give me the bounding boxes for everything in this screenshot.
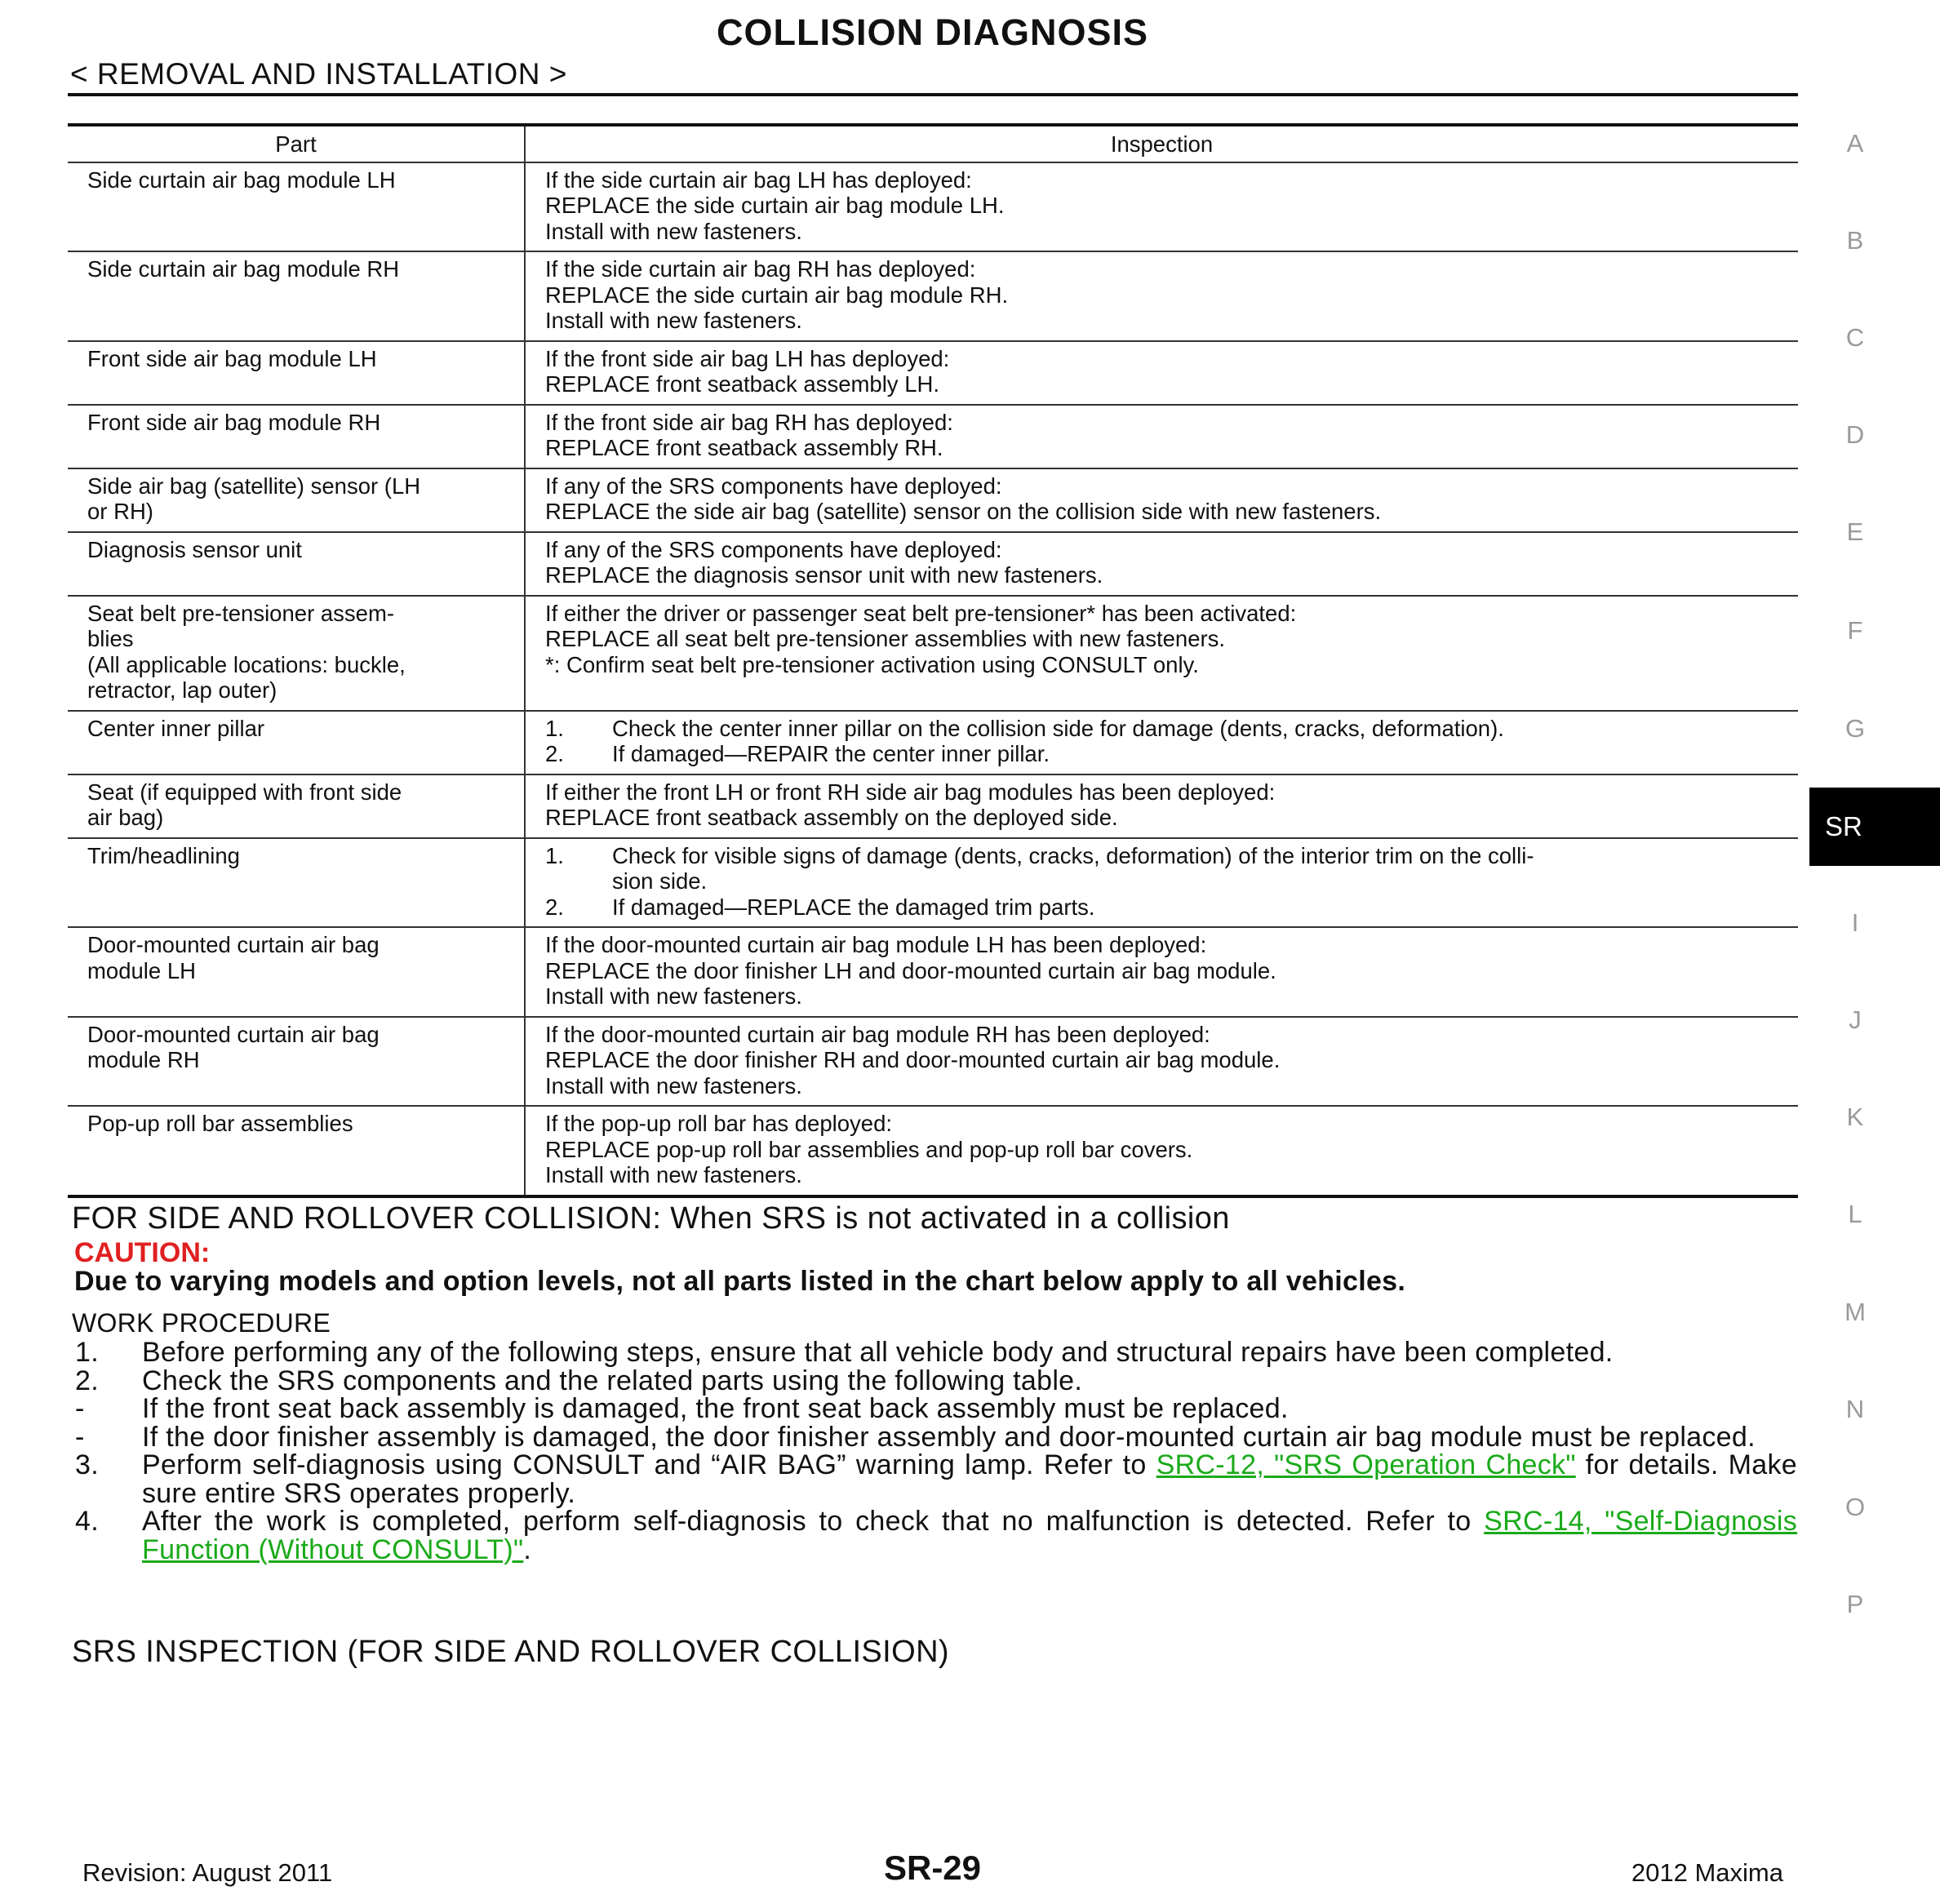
- header-rule: [68, 93, 1798, 96]
- section-tab[interactable]: P: [1846, 1590, 1864, 1618]
- table-header-row: [68, 125, 1798, 162]
- procedure-step: [75, 1423, 1797, 1452]
- part-text-line: Side curtain air bag module LH: [87, 166, 396, 193]
- part-text-line: retractor, lap outer): [87, 677, 277, 703]
- reference-link[interactable]: SRC-12, "SRS Operation Check": [1156, 1449, 1576, 1480]
- section-tab[interactable]: O: [1845, 1493, 1866, 1521]
- inspection-text-line: If the door-mounted curtain air bag module RH has been deployed:: [545, 1021, 1210, 1047]
- srs-inspection-heading: SRS INSPECTION (FOR SIDE AND ROLLOVER COLLISION): [72, 1635, 949, 1669]
- procedure-step-number: 2.: [75, 1365, 99, 1396]
- section-tab-active[interactable]: [1809, 788, 1940, 866]
- inspection-text-line: REPLACE the diagnosis sensor unit with new fasteners.: [545, 562, 1103, 588]
- procedure-text: If the front seat back assembly is damaged, the front seat back assembly must be replaced.: [142, 1393, 1289, 1424]
- inspection-text-line: REPLACE front seatback assembly LH.: [545, 371, 939, 397]
- inspection-cell: [525, 468, 1798, 532]
- procedure-text: Before performing any of the following steps, ensure that all vehicle body and structural repairs have been completed.: [142, 1337, 1614, 1368]
- footer-model: 2012 Maxima: [1631, 1858, 1783, 1887]
- inspection-text-line: If the side curtain air bag RH has deployed:: [545, 256, 976, 282]
- procedure-step-text: [142, 1423, 1797, 1452]
- part-cell: [68, 927, 525, 1017]
- footer-revision: Revision: August 2011: [82, 1858, 333, 1887]
- part-cell: [68, 1106, 525, 1196]
- inspection-text-line: If the door-mounted curtain air bag module LH has been deployed:: [545, 932, 1207, 957]
- part-text-line: blies: [87, 626, 134, 651]
- inspection-text-line: REPLACE front seatback assembly on the deployed side.: [545, 805, 1118, 830]
- inspection-text-line: Install with new fasteners.: [545, 983, 802, 1009]
- part-text-line: Trim/headlining: [87, 842, 240, 868]
- section-tab[interactable]: I: [1851, 908, 1859, 937]
- procedure-step-number: 1.: [75, 1337, 99, 1368]
- step-text-line: If damaged—REPAIR the center inner pillar.: [612, 741, 1050, 766]
- table-row: [68, 596, 1798, 711]
- part-cell: [68, 405, 525, 468]
- part-text-line: Door-mounted curtain air bag: [87, 932, 380, 957]
- table-row: [68, 162, 1798, 252]
- procedure-step: [75, 1338, 1797, 1367]
- part-text-line: Front side air bag module RH: [87, 409, 381, 435]
- inspection-text-line: REPLACE the side air bag (satellite) sensor on the collision side with new fasteners.: [545, 499, 1382, 524]
- procedure-text: Perform self-diagnosis using CONSULT and “AIR BAG” warning lamp. Refer to: [142, 1449, 1156, 1480]
- part-cell: [68, 1017, 525, 1107]
- caution-text: Due to varying models and option levels, not all parts listed in the chart below apply to all vehicles.: [74, 1266, 1406, 1297]
- work-procedure-list: [75, 1338, 1797, 1564]
- table-row: [68, 251, 1798, 341]
- step-text: [612, 843, 1791, 894]
- section-tab[interactable]: N: [1845, 1395, 1865, 1423]
- table-row: [68, 838, 1798, 928]
- side-rollover-heading: FOR SIDE AND ROLLOVER COLLISION: When SRS is not activated in a collision: [72, 1201, 1230, 1236]
- inspection-step: [545, 894, 1791, 921]
- caution-label: CAUTION:: [74, 1237, 211, 1268]
- section-tab[interactable]: D: [1845, 420, 1865, 449]
- part-text-line: module RH: [87, 1047, 200, 1072]
- table-body: [68, 162, 1798, 1196]
- table-row: [68, 532, 1798, 596]
- procedure-step-text: [142, 1395, 1797, 1423]
- step-text-line: Check for visible signs of damage (dents, cracks, deformation) of the interior trim on the colli-: [612, 842, 1534, 868]
- section-tab[interactable]: G: [1845, 714, 1866, 743]
- inspection-text-line: REPLACE the door finisher RH and door-mounted curtain air bag module.: [545, 1047, 1281, 1072]
- header-part: Part: [68, 125, 525, 162]
- part-cell: [68, 251, 525, 341]
- inspection-step: [545, 843, 1791, 894]
- inspection-cell: [525, 341, 1798, 405]
- table-row: [68, 927, 1798, 1017]
- table-row: [68, 711, 1798, 774]
- inspection-text-line: If the front side air bag RH has deployed:: [545, 409, 953, 435]
- part-text-line: Side air bag (satellite) sensor (LH: [87, 473, 421, 499]
- step-number: 1.: [545, 715, 564, 741]
- part-text-line: Seat (if equipped with front side: [87, 779, 402, 805]
- part-text-line: Pop-up roll bar assemblies: [87, 1111, 353, 1136]
- table-row: [68, 468, 1798, 532]
- inspection-text-line: REPLACE all seat belt pre-tensioner assemblies with new fasteners.: [545, 626, 1226, 651]
- inspection-text-line: Install with new fasteners.: [545, 218, 802, 244]
- inspection-cell: [525, 405, 1798, 468]
- inspection-text-line: Install with new fasteners.: [545, 1072, 802, 1098]
- work-procedure-heading: WORK PROCEDURE: [72, 1308, 331, 1338]
- procedure-text-after: for details. Make sure entire SRS operates properly.: [142, 1449, 1797, 1509]
- inspection-text-line: If either the front LH or front RH side air bag modules has been deployed:: [545, 779, 1276, 805]
- inspection-text-line: *: Confirm seat belt pre-tensioner activation using CONSULT only.: [545, 651, 1199, 677]
- part-text-line: Front side air bag module LH: [87, 345, 377, 371]
- part-cell: [68, 468, 525, 532]
- procedure-step-number: -: [75, 1393, 85, 1424]
- part-cell: [68, 532, 525, 596]
- part-text-line: module LH: [87, 957, 196, 983]
- inspection-cell: [525, 711, 1798, 774]
- inspection-text-line: REPLACE the door finisher LH and door-mounted curtain air bag module.: [545, 957, 1276, 983]
- procedure-step: [75, 1507, 1797, 1564]
- section-breadcrumb: < REMOVAL AND INSTALLATION >: [70, 57, 567, 91]
- step-number: 1.: [545, 842, 564, 868]
- inspection-text-line: REPLACE pop-up roll bar assemblies and pop-up roll bar covers.: [545, 1136, 1193, 1162]
- procedure-step-text: [142, 1367, 1797, 1396]
- page-title: COLLISION DIAGNOSIS: [716, 11, 1149, 53]
- part-text-line: Door-mounted curtain air bag: [87, 1021, 380, 1047]
- step-text: [612, 894, 1791, 921]
- inspection-cell: [525, 251, 1798, 341]
- header-inspection: Inspection: [525, 125, 1798, 162]
- collision-parts-table: [68, 123, 1798, 1198]
- table-row: [68, 1106, 1798, 1196]
- inspection-text-line: If either the driver or passenger seat belt pre-tensioner* has been activated:: [545, 600, 1297, 626]
- table-row: [68, 774, 1798, 838]
- table-row: [68, 1017, 1798, 1107]
- procedure-step-number: -: [75, 1421, 85, 1453]
- part-text-line: or RH): [87, 499, 153, 524]
- inspection-step: [545, 741, 1791, 767]
- procedure-step-number: 3.: [75, 1449, 99, 1480]
- procedure-step: [75, 1395, 1797, 1423]
- section-tab[interactable]: E: [1846, 517, 1864, 546]
- section-tab[interactable]: A: [1846, 129, 1864, 158]
- inspection-step: [545, 716, 1791, 742]
- part-text-line: (All applicable locations: buckle,: [87, 651, 406, 677]
- inspection-cell: [525, 596, 1798, 711]
- inspection-text-line: If any of the SRS components have deployed:: [545, 473, 1002, 499]
- inspection-text-line: REPLACE front seatback assembly RH.: [545, 435, 943, 460]
- inspection-text-line: Install with new fasteners.: [545, 308, 802, 333]
- step-number: 2.: [545, 894, 564, 920]
- inspection-text-line: If the front side air bag LH has deployed:: [545, 345, 950, 371]
- part-cell: [68, 341, 525, 405]
- procedure-text: If the door finisher assembly is damaged, the door finisher assembly and door-mounted curtain air bag module must be replaced.: [142, 1421, 1756, 1453]
- inspection-text-line: If any of the SRS components have deployed:: [545, 536, 1002, 562]
- part-cell: [68, 711, 525, 774]
- table-row: [68, 341, 1798, 405]
- procedure-step-text: [142, 1507, 1797, 1564]
- section-tab[interactable]: M: [1845, 1298, 1866, 1326]
- section-tab[interactable]: J: [1849, 1005, 1862, 1034]
- procedure-step: [75, 1451, 1797, 1507]
- inspection-text-line: Install with new fasteners.: [545, 1162, 802, 1187]
- procedure-text: After the work is completed, perform self-diagnosis to check that no malfunction is detected. Refer to: [142, 1506, 1485, 1537]
- inspection-cell: [525, 162, 1798, 252]
- step-text-line: If damaged—REPLACE the damaged trim parts.: [612, 894, 1095, 920]
- inspection-cell: [525, 532, 1798, 596]
- procedure-step: [75, 1367, 1797, 1396]
- part-cell: [68, 774, 525, 838]
- section-tab[interactable]: F: [1847, 616, 1863, 645]
- part-text-line: Diagnosis sensor unit: [87, 536, 302, 562]
- inspection-text-line: If the pop-up roll bar has deployed:: [545, 1111, 893, 1136]
- part-text-line: Seat belt pre-tensioner assem-: [87, 600, 395, 626]
- section-tab[interactable]: K: [1846, 1103, 1864, 1131]
- part-cell: [68, 838, 525, 928]
- inspection-cell: [525, 1106, 1798, 1196]
- procedure-text-after: .: [523, 1533, 532, 1565]
- inspection-text-line: REPLACE the side curtain air bag module LH.: [545, 193, 1005, 218]
- inspection-text-line: REPLACE the side curtain air bag module RH.: [545, 282, 1009, 308]
- table-row: [68, 405, 1798, 468]
- section-tab[interactable]: L: [1848, 1200, 1862, 1228]
- step-text-line: Check the center inner pillar on the collision side for damage (dents, cracks, deformation).: [612, 715, 1504, 741]
- step-text: [612, 716, 1791, 742]
- part-cell: [68, 162, 525, 252]
- part-text-line: air bag): [87, 805, 164, 830]
- inspection-cell: [525, 838, 1798, 928]
- inspection-cell: [525, 927, 1798, 1017]
- inspection-cell: [525, 774, 1798, 838]
- section-tab[interactable]: C: [1845, 323, 1865, 352]
- part-text-line: Side curtain air bag module RH: [87, 256, 400, 282]
- step-text: [612, 741, 1791, 767]
- footer-page-number: SR-29: [883, 1849, 982, 1887]
- step-text-line: sion side.: [612, 868, 708, 894]
- procedure-step-text: [142, 1338, 1797, 1367]
- procedure-step-text: [142, 1451, 1797, 1507]
- procedure-step-number: 4.: [75, 1506, 99, 1537]
- part-cell: [68, 596, 525, 711]
- step-number: 2.: [545, 741, 564, 766]
- inspection-text-line: If the side curtain air bag LH has deployed:: [545, 166, 972, 193]
- part-text-line: Center inner pillar: [87, 715, 265, 741]
- inspection-cell: [525, 1017, 1798, 1107]
- procedure-text: Check the SRS components and the related parts using the following table.: [142, 1365, 1083, 1396]
- section-tab[interactable]: B: [1846, 226, 1864, 255]
- section-tab-label: SR: [1825, 811, 1862, 841]
- reference-link[interactable]: SRC-14, "Self-Diagnosis Function (Without CONSULT)": [142, 1506, 1798, 1565]
